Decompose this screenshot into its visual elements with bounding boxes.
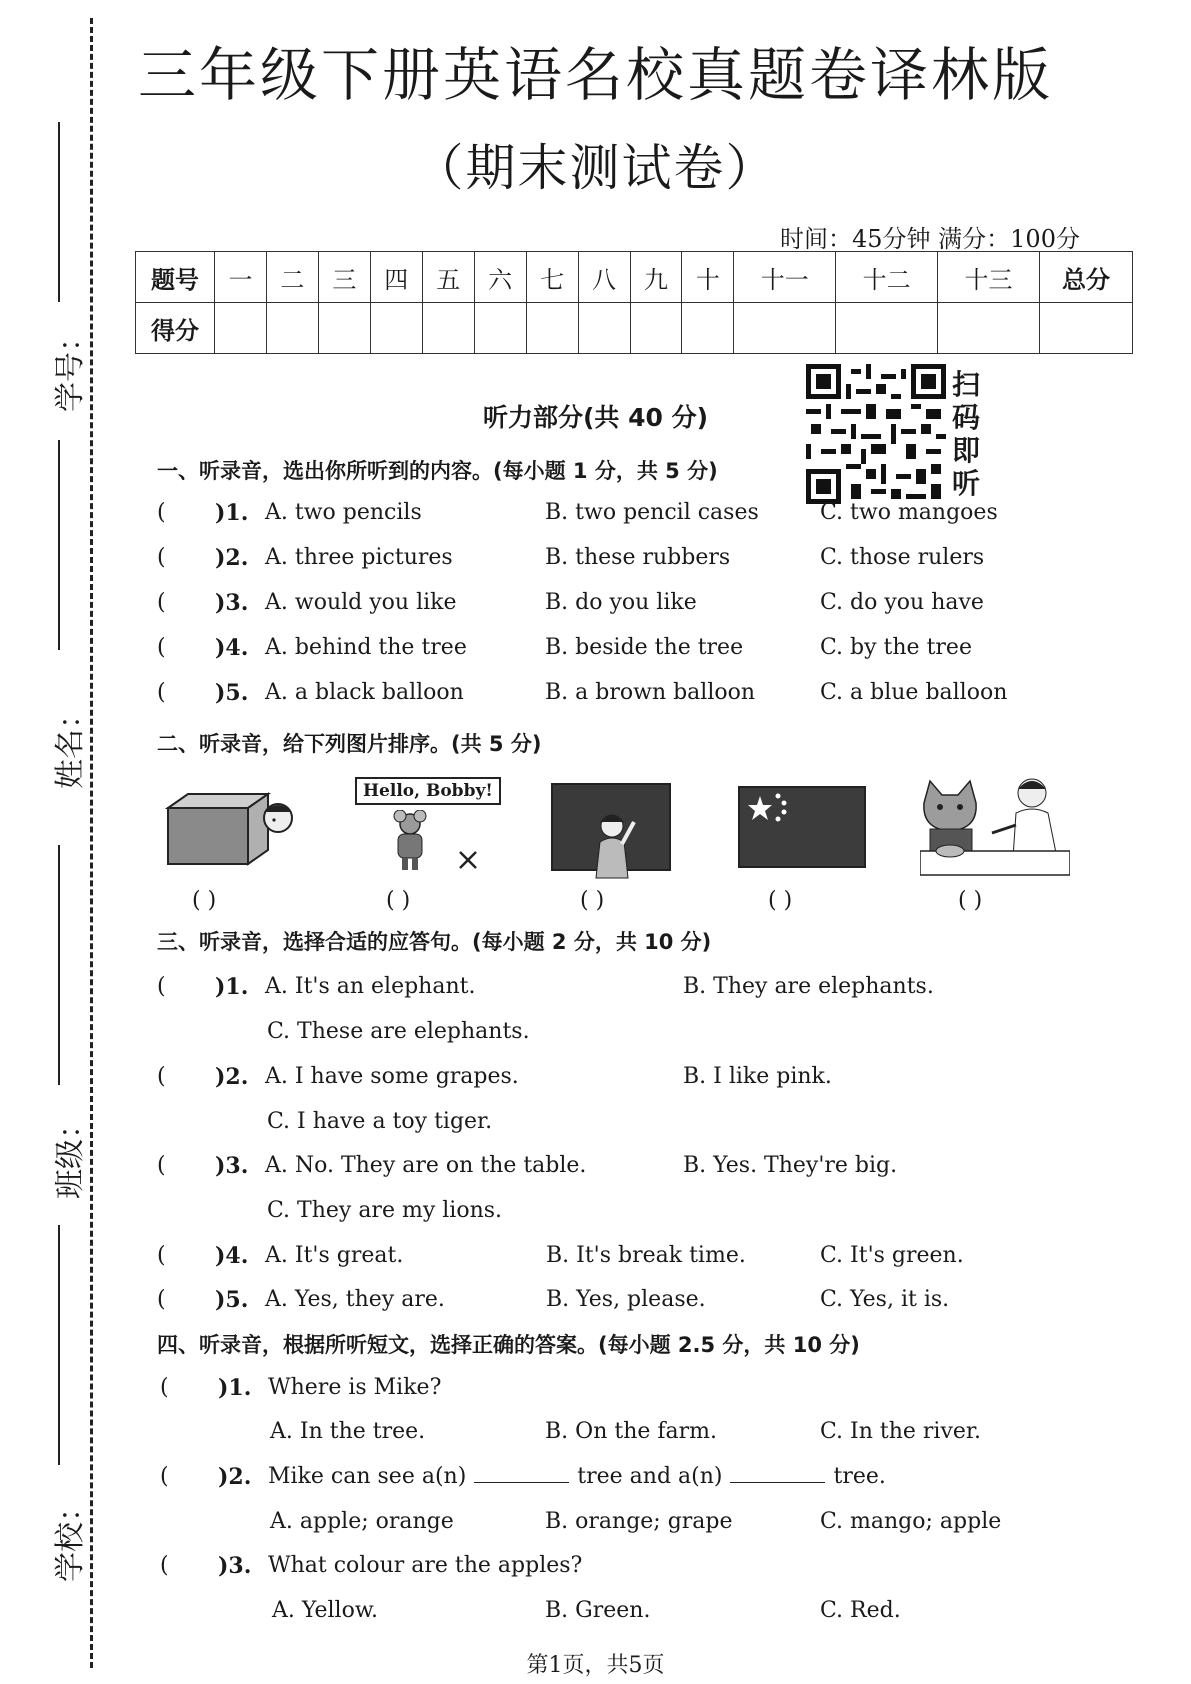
table-cell: 二	[266, 252, 318, 303]
question-number: )4.	[215, 635, 249, 661]
option-c: C. They are my lions.	[267, 1198, 503, 1223]
table-cell: 八	[578, 252, 630, 303]
option-a: A. No. They are on the table.	[265, 1153, 587, 1178]
section-3-heading: 三、听录音，选择合适的应答句。(每小题 2 分，共 10 分)	[157, 930, 712, 954]
option-c: C. mango; apple	[820, 1509, 1002, 1534]
box-picture	[160, 790, 300, 868]
option-b: B. On the farm.	[545, 1419, 718, 1444]
answer-paren[interactable]: (	[157, 1153, 166, 1178]
score-table-header-row	[136, 252, 1133, 303]
score-cell[interactable]	[836, 303, 938, 354]
student-no-label: 学号：	[53, 322, 88, 412]
option-b: B. orange; grape	[545, 1509, 733, 1534]
option-a: A. three pictures	[265, 545, 453, 570]
option-b: B. two pencil cases	[545, 500, 759, 525]
answer-paren[interactable]: (	[157, 545, 166, 570]
stem-part: tree and a(n)	[577, 1464, 723, 1489]
option-b: B. Yes, please.	[546, 1287, 706, 1312]
option-a: A. I have some grapes.	[265, 1064, 519, 1089]
time-score-info: 时间：45分钟 满分：100分	[780, 225, 1080, 253]
stem-part: Mike can see a(n)	[268, 1464, 467, 1489]
option-a: A. Yellow.	[272, 1598, 379, 1623]
qr-code-icon[interactable]	[806, 364, 946, 504]
option-c: C. I have a toy tiger.	[267, 1109, 493, 1134]
answer-paren[interactable]: (	[157, 635, 166, 660]
question-stem	[268, 1464, 886, 1489]
score-cell[interactable]	[1040, 303, 1133, 354]
score-cell[interactable]	[318, 303, 370, 354]
score-table-score-row	[136, 303, 1133, 354]
score-cell[interactable]	[215, 303, 267, 354]
table-cell: 三	[318, 252, 370, 303]
score-cell[interactable]	[474, 303, 526, 354]
page-footer: 第1页，共5页	[526, 1653, 665, 1678]
table-cell: 题号	[136, 252, 215, 303]
table-cell: 十三	[938, 252, 1040, 303]
score-cell[interactable]	[370, 303, 422, 354]
option-c: C. Yes, it is.	[820, 1287, 950, 1312]
page-title: 三年级下册英语名校真题卷译林版	[137, 41, 1053, 109]
option-b: B. Yes. They're big.	[683, 1153, 898, 1178]
school-line	[58, 1225, 60, 1465]
option-c: C. do you have	[820, 590, 984, 615]
option-a: A. behind the tree	[265, 635, 467, 660]
section-2-heading: 二、听录音，给下列图片排序。(共 5 分)	[157, 732, 542, 756]
question-number: )5.	[215, 1287, 249, 1313]
binding-dashed-line	[90, 18, 93, 1668]
table-cell: 十二	[836, 252, 938, 303]
table-cell: 七	[526, 252, 578, 303]
score-cell[interactable]	[734, 303, 836, 354]
question-number: )1.	[218, 1375, 252, 1401]
table-cell: 得分	[136, 303, 215, 354]
school-label: 学校：	[53, 1492, 88, 1582]
speech-bubble: Hello, Bobby!	[355, 777, 501, 805]
option-b: B. They are elephants.	[683, 974, 934, 999]
option-a: A. It's great.	[265, 1243, 404, 1268]
answer-paren[interactable]: (	[160, 1464, 169, 1489]
answer-paren[interactable]: (	[160, 1553, 169, 1578]
answer-paren[interactable]: (	[157, 1287, 166, 1312]
question-number: )3.	[218, 1553, 252, 1579]
option-c: C. It's green.	[820, 1243, 964, 1268]
answer-paren[interactable]: (	[157, 500, 166, 525]
table-cell: 五	[422, 252, 474, 303]
answer-paren[interactable]: (	[157, 1064, 166, 1089]
option-b: B. beside the tree	[545, 635, 744, 660]
stem-part: tree.	[833, 1464, 886, 1489]
question-number: )1.	[215, 500, 249, 526]
option-a: A. would you like	[265, 590, 457, 615]
option-c: C. These are elephants.	[267, 1019, 530, 1044]
class-label: 班级：	[53, 1109, 88, 1199]
table-cell: 十一	[734, 252, 836, 303]
class-line	[58, 845, 60, 1085]
table-cell: 九	[630, 252, 682, 303]
toy-mouse-picture	[370, 810, 490, 872]
page-subtitle: （期末测试卷）	[413, 139, 778, 197]
table-cell: 六	[474, 252, 526, 303]
question-number: )1.	[215, 974, 249, 1000]
option-b: B. It's break time.	[546, 1243, 746, 1268]
option-c: C. a blue balloon	[820, 680, 1008, 705]
table-cell: 四	[370, 252, 422, 303]
table-cell: 总分	[1040, 252, 1133, 303]
option-c: C. Red.	[820, 1598, 901, 1623]
score-cell[interactable]	[938, 303, 1040, 354]
option-c: C. those rulers	[820, 545, 985, 570]
fill-blank[interactable]	[474, 1482, 569, 1483]
question-number: )2.	[215, 1064, 249, 1090]
option-a: A. a black balloon	[265, 680, 464, 705]
question-number: )2.	[215, 545, 249, 571]
option-c: C. two mangoes	[820, 500, 998, 525]
picture-answer-paren[interactable]: ( )	[192, 888, 217, 913]
picture-answer-paren[interactable]: ( )	[580, 888, 605, 913]
question-number: )5.	[215, 680, 249, 706]
score-cell[interactable]	[682, 303, 734, 354]
option-a: A. apple; orange	[270, 1509, 454, 1534]
option-b: B. these rubbers	[545, 545, 731, 570]
option-b: B. a brown balloon	[545, 680, 756, 705]
score-cell[interactable]	[578, 303, 630, 354]
option-a: A. Yes, they are.	[265, 1287, 445, 1312]
score-cell[interactable]	[526, 303, 578, 354]
table-cell: 一	[215, 252, 267, 303]
option-b: B. Green.	[545, 1598, 651, 1623]
name-label: 姓名：	[53, 699, 88, 789]
section-1-heading: 一、听录音，选出你所听到的内容。(每小题 1 分，共 5 分)	[157, 459, 718, 483]
picture-answer-paren[interactable]: ( )	[768, 888, 793, 913]
flag-picture	[738, 786, 866, 868]
answer-paren[interactable]: (	[157, 974, 166, 999]
option-a: A. two pencils	[265, 500, 422, 525]
question-number: )2.	[218, 1464, 252, 1490]
question-number: )4.	[215, 1243, 249, 1269]
listening-section-title: 听力部分(共 40 分)	[482, 403, 709, 432]
blackboard-picture	[550, 782, 672, 880]
score-cell[interactable]	[266, 303, 318, 354]
name-line	[58, 440, 60, 650]
option-a: A. It's an elephant.	[265, 974, 476, 999]
answer-paren[interactable]: (	[157, 590, 166, 615]
qr-scan-label: 扫码即听	[952, 368, 981, 500]
question-number: )3.	[215, 590, 249, 616]
option-b: B. do you like	[545, 590, 697, 615]
question-stem: Where is Mike?	[268, 1375, 442, 1400]
answer-paren[interactable]: (	[157, 1243, 166, 1268]
question-stem: What colour are the apples?	[268, 1553, 583, 1578]
answer-paren[interactable]: (	[157, 680, 166, 705]
picture-answer-paren[interactable]: ( )	[958, 888, 983, 913]
score-table	[135, 251, 1133, 354]
score-cell[interactable]	[630, 303, 682, 354]
question-number: )3.	[215, 1153, 249, 1179]
option-c: C. by the tree	[820, 635, 972, 660]
score-cell[interactable]	[422, 303, 474, 354]
answer-paren[interactable]: (	[160, 1375, 169, 1400]
table-cell: 十	[682, 252, 734, 303]
section-4-heading: 四、听录音，根据所听短文，选择正确的答案。(每小题 2.5 分，共 10 分)	[157, 1333, 860, 1357]
cat-and-boy-picture	[920, 773, 1070, 883]
picture-answer-paren[interactable]: ( )	[386, 888, 411, 913]
option-a: A. In the tree.	[270, 1419, 426, 1444]
option-c: C. In the river.	[820, 1419, 982, 1444]
fill-blank[interactable]	[730, 1482, 825, 1483]
option-b: B. I like pink.	[683, 1064, 832, 1089]
